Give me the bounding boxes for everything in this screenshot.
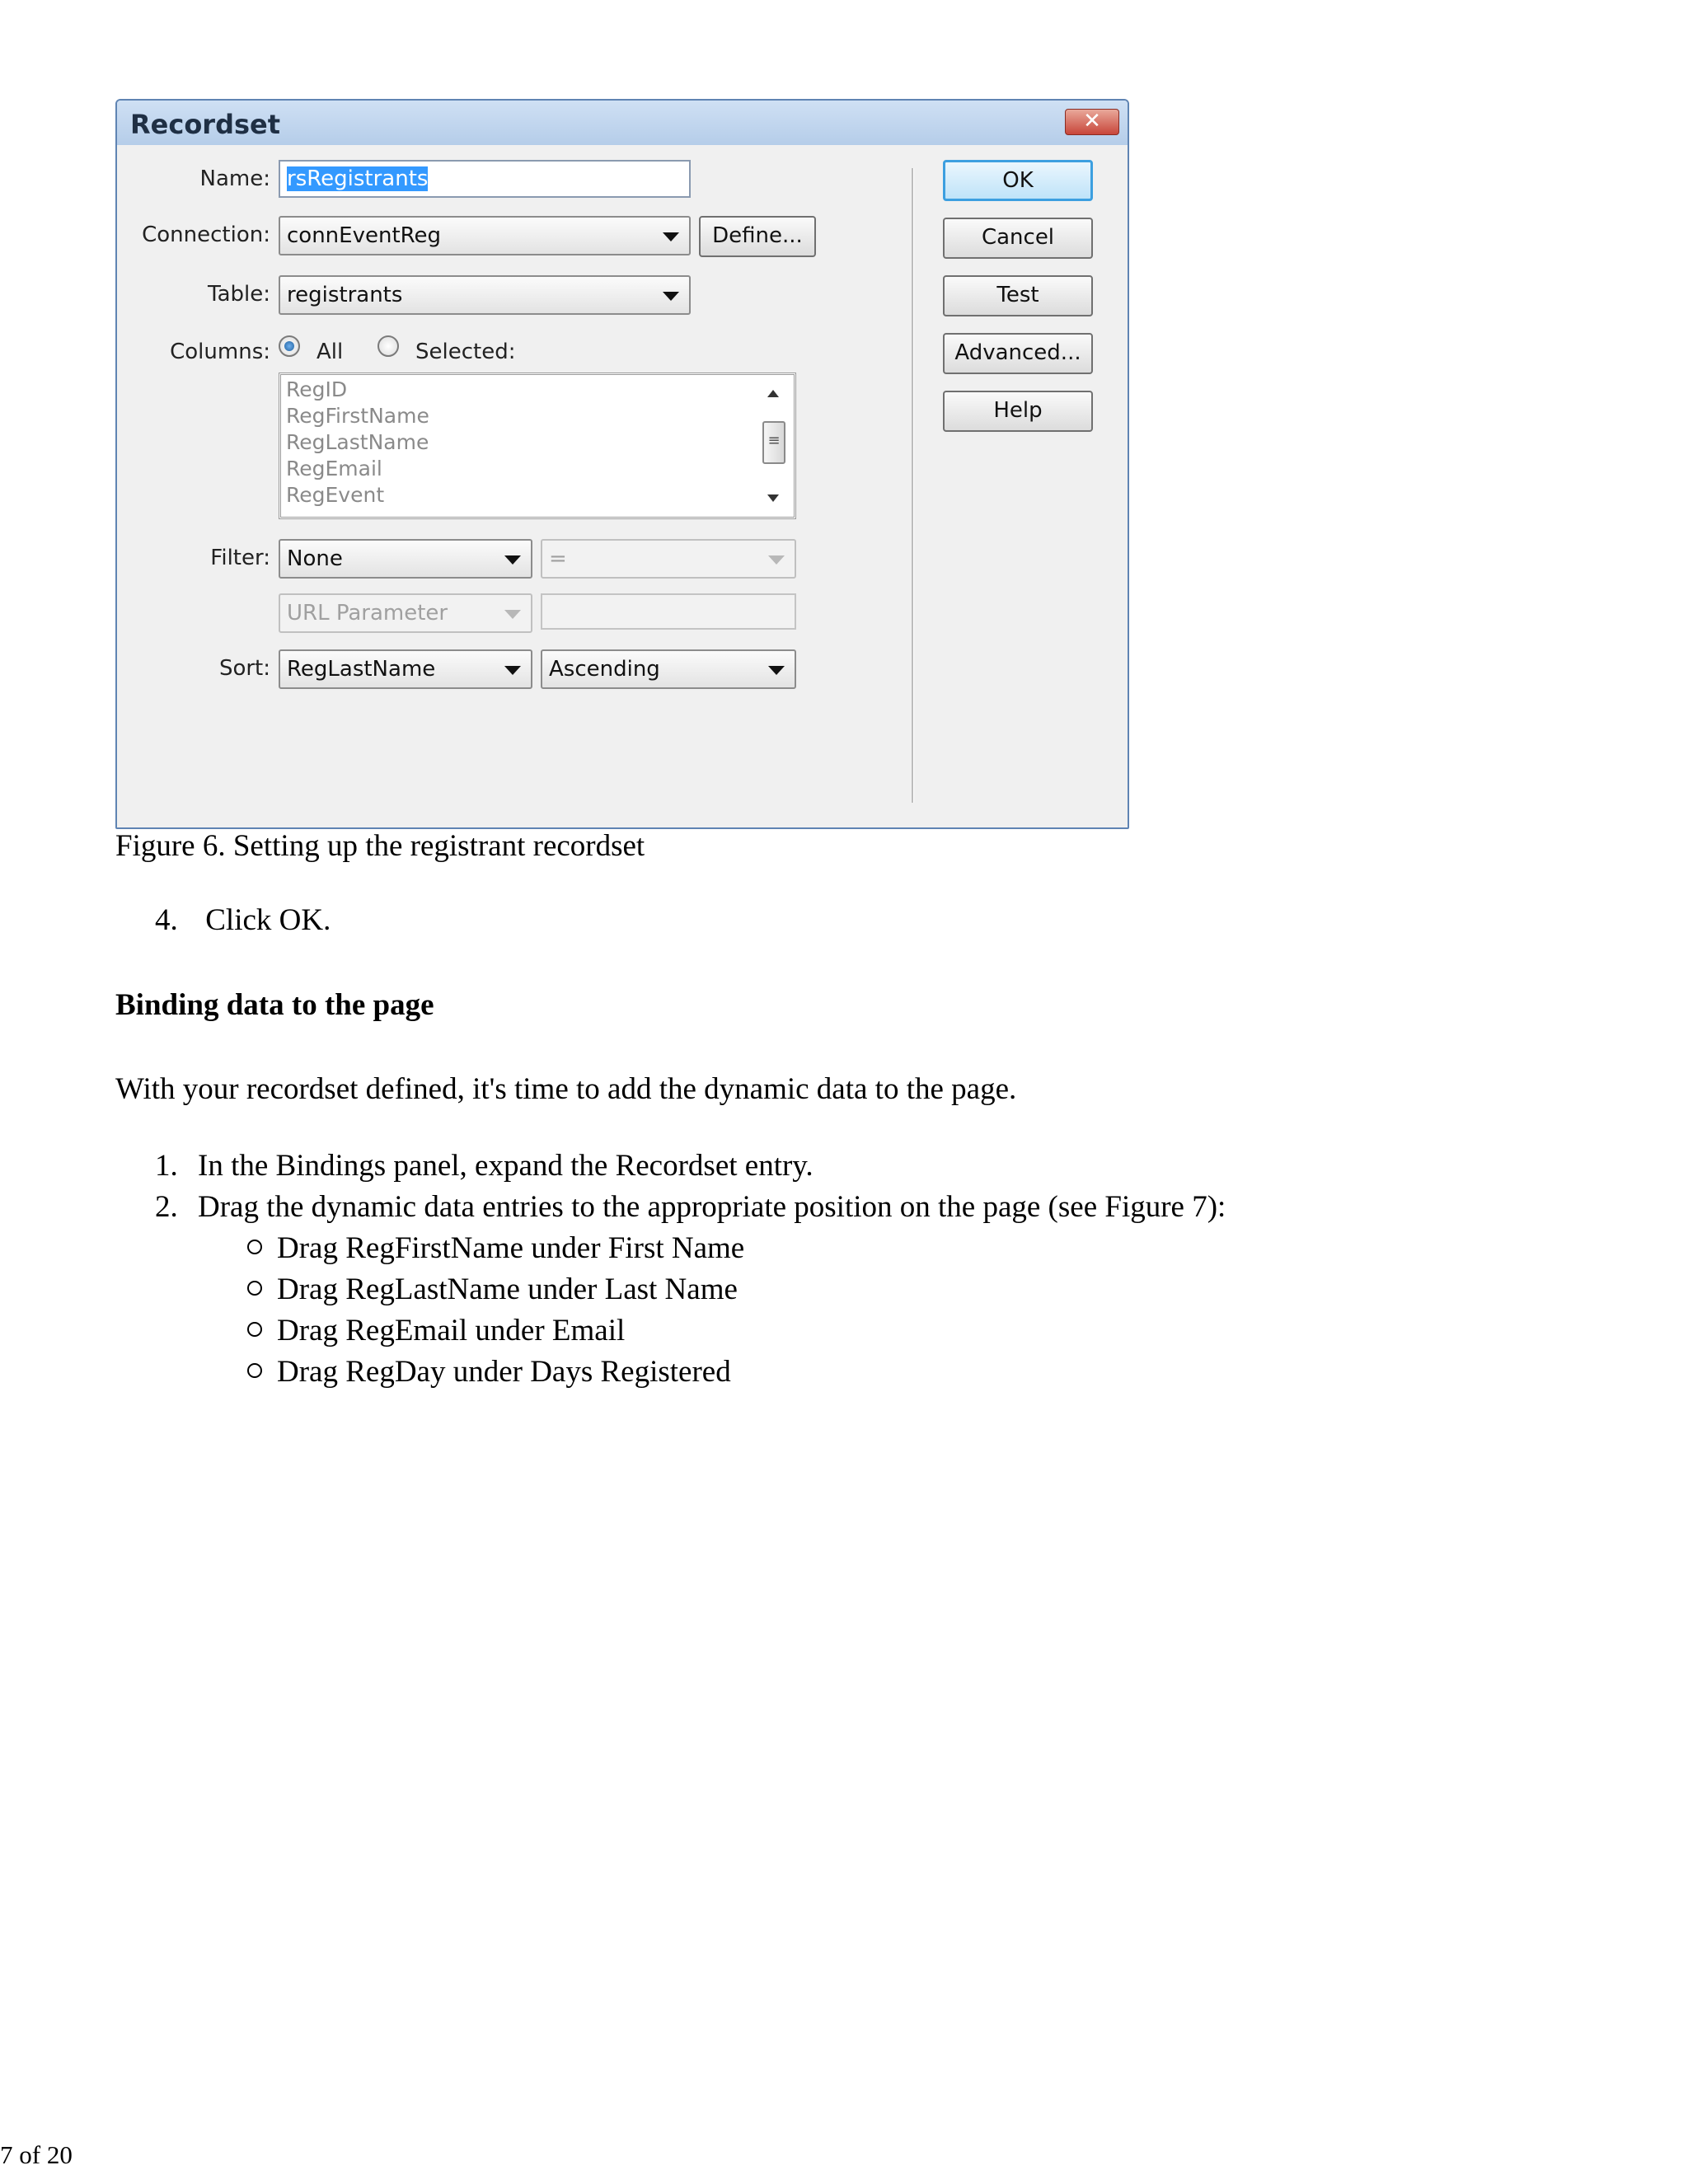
filter-operator-value: = [549,546,567,571]
recordset-dialog [115,99,1129,829]
step-text: Drag the dynamic data entries to the appropriate position on the page (see Figure 7): [198,1190,1226,1224]
ok-button[interactable]: OK [943,160,1093,201]
step-2 [155,1187,1226,1228]
scroll-thumb[interactable]: ≡ [762,421,785,464]
filter-value: None [287,546,343,571]
help-button[interactable]: Help [943,391,1093,432]
test-button[interactable]: Test [943,275,1093,316]
columns-list [281,375,794,509]
list-item[interactable]: RegEmail [286,457,382,480]
chevron-down-icon [504,555,521,565]
connection-label: Connection: [142,223,270,247]
step-text: Click OK. [205,903,331,937]
substep-text: Drag RegEmail under Email [277,1314,626,1347]
filter-label: Filter: [210,546,270,570]
step-number: 1. [155,1149,178,1183]
dialog-titlebar [117,101,1128,146]
name-field[interactable] [279,160,691,198]
list-item[interactable]: RegEvent [286,483,385,507]
list-item [247,1269,1226,1310]
sort-label: Sort: [218,656,270,681]
filter-source-value: URL Parameter [287,601,448,626]
intro-paragraph: With your recordset defined, it's time to add the dynamic data to the page. [115,1072,1017,1106]
figure-caption: Figure 6. Setting up the registrant recordset [115,829,645,863]
columns-listbox[interactable] [279,373,796,519]
filter-operator-select [541,539,796,579]
scroll-down-icon[interactable] [767,494,779,502]
list-item [247,1352,1226,1393]
columns-selected-radio[interactable] [377,335,399,357]
list-item[interactable]: RegID [286,377,348,401]
dialog-content [117,145,1128,827]
sort-order-value: Ascending [549,657,660,682]
step-1 [155,1146,1226,1187]
sort-column-select[interactable] [279,649,532,689]
list-item [247,1310,1226,1352]
substep-text: Drag RegDay under Days Registered [277,1355,731,1389]
close-icon: ✕ [1083,109,1101,134]
chevron-down-icon [768,666,785,675]
step-text: In the Bindings panel, expand the Recordset entry. [198,1149,814,1183]
cancel-button[interactable]: Cancel [943,218,1093,259]
list-item [247,1228,1226,1269]
filter-source-select [279,593,532,633]
advanced-button[interactable]: Advanced... [943,333,1093,374]
bullet-icon [247,1281,262,1296]
chevron-down-icon [504,666,521,675]
chevron-down-icon [663,232,679,241]
step-number: 4. [155,903,178,937]
chevron-down-icon [663,292,679,301]
bullet-icon [247,1363,262,1378]
dialog-title: Recordset [130,109,281,140]
step-4 [155,902,331,938]
sort-column-value: RegLastName [287,657,436,682]
substep-text: Drag RegLastName under Last Name [277,1272,738,1306]
columns-all-radio[interactable] [279,335,300,357]
bullet-icon [247,1240,262,1254]
page-number: 7 of 20 [0,2140,73,2169]
filter-column-select[interactable] [279,539,532,579]
scroll-up-icon[interactable] [767,390,779,397]
substeps-list [247,1228,1226,1393]
steps-list [155,1146,1226,1393]
sort-order-select[interactable] [541,649,796,689]
define-button[interactable]: Define... [699,216,816,257]
close-button[interactable] [1065,109,1119,135]
list-item[interactable]: RegFirstName [286,404,429,428]
section-heading: Binding data to the page [115,988,434,1022]
list-item[interactable]: RegLastName [286,430,429,454]
columns-all-label: All [316,340,344,364]
columns-label: Columns: [170,340,270,364]
table-select[interactable] [279,275,691,315]
chevron-down-icon [504,610,521,619]
columns-scrollbar[interactable] [761,380,789,512]
bullet-icon [247,1322,262,1337]
table-label: Table: [208,282,270,307]
connection-select[interactable] [279,216,691,255]
chevron-down-icon [768,555,785,565]
name-label: Name: [199,166,270,191]
step-number: 2. [155,1190,178,1224]
substep-text: Drag RegFirstName under First Name [277,1231,745,1265]
table-value: registrants [287,283,403,307]
connection-value: connEventReg [287,223,442,248]
dialog-separator [912,168,914,803]
filter-param-field [541,593,796,630]
columns-selected-label: Selected: [415,340,516,364]
name-value: rsRegistrants [287,166,429,191]
